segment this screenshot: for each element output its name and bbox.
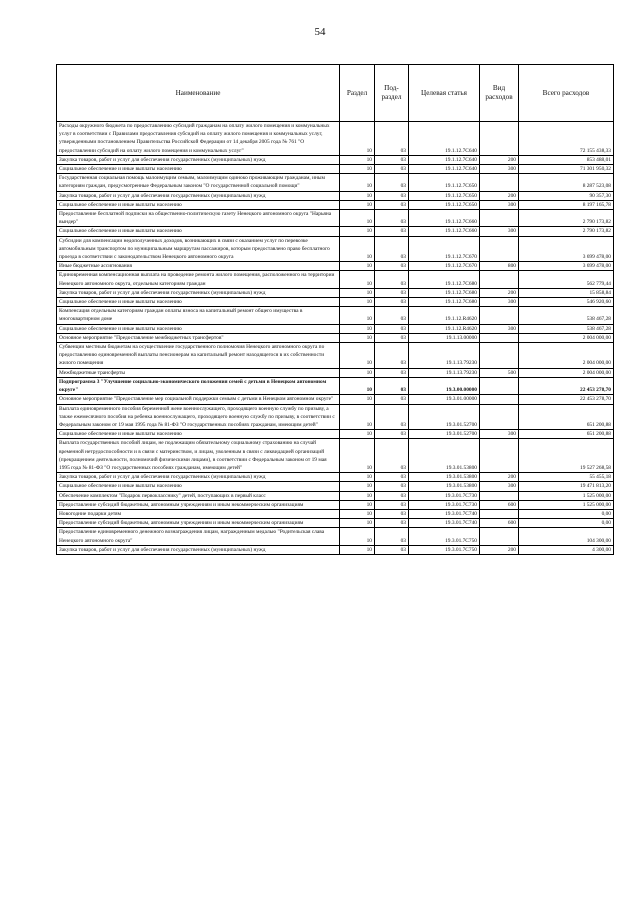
row-subsection: 03	[375, 545, 409, 554]
row-section: 10	[340, 324, 375, 333]
row-name: Предоставление единовременного денежного вознаграждения лицам, награжденным медалью "Родительская слава Ненецкого автономного округа"	[57, 528, 340, 545]
row-section: 10	[340, 395, 375, 404]
table-row	[57, 122, 614, 156]
row-expense-type	[480, 395, 519, 404]
row-total: 22 453 278,70	[519, 395, 614, 404]
row-target: 19.3.01.7C730	[409, 500, 480, 509]
row-target: 19.1.12.7C640	[409, 165, 480, 174]
row-total: 8 197 165,78	[519, 200, 614, 209]
table-row	[57, 500, 614, 509]
row-target: 19.1.12.7C640	[409, 122, 480, 156]
row-expense-type: 300	[480, 482, 519, 491]
row-section: 10	[340, 509, 375, 518]
row-subsection: 03	[375, 519, 409, 528]
row-subsection: 03	[375, 174, 409, 191]
row-name: Расходы окружного бюджета по предоставлению субсидий гражданам на оплату жилого помещения и коммунальных услуг в соответствии с Правилами предоставления субсидий на оплату жилого помещения и коммунальных услуг, утвержденными постановлением Правительства Российской Федерации от 14 декабря 2005 года № 761 "О предоставлении субсидий на оплату жилого помещения и коммунальных услуг"	[57, 122, 340, 156]
row-subsection: 03	[375, 377, 409, 394]
row-expense-type	[480, 343, 519, 369]
row-total: 546 920,60	[519, 298, 614, 307]
row-name: Иные бюджетные ассигнования	[57, 262, 340, 271]
row-total: 1 525 000,00	[519, 491, 614, 500]
row-expense-type: 600	[480, 500, 519, 509]
table-row	[57, 227, 614, 236]
row-target: 19.1.12.R4620	[409, 307, 480, 324]
table-row	[57, 473, 614, 482]
table-row	[57, 343, 614, 369]
row-section: 10	[340, 343, 375, 369]
row-total: 72 155 438,33	[519, 122, 614, 156]
table-row	[57, 288, 614, 297]
row-total: 4 300,00	[519, 545, 614, 554]
row-expense-type: 200	[480, 288, 519, 297]
row-target: 19.3.01.7C750	[409, 545, 480, 554]
row-section: 10	[340, 439, 375, 473]
row-section: 10	[340, 307, 375, 324]
row-target: 19.3.01.7C730	[409, 491, 480, 500]
row-expense-type: 200	[480, 545, 519, 554]
row-target: 19.3.00.00000	[409, 377, 480, 394]
row-total: 8 287 523,08	[519, 174, 614, 191]
header-total: Всего расходов	[519, 65, 614, 122]
header-subsection: Под- раздел	[375, 65, 409, 122]
row-subsection: 03	[375, 473, 409, 482]
row-expense-type	[480, 491, 519, 500]
row-section: 10	[340, 200, 375, 209]
table-header-row	[57, 65, 614, 122]
row-subsection: 03	[375, 271, 409, 288]
row-subsection: 03	[375, 324, 409, 333]
row-section: 10	[340, 155, 375, 164]
header-name: Наименование	[57, 65, 340, 122]
row-section: 10	[340, 482, 375, 491]
row-expense-type: 600	[480, 519, 519, 528]
row-section: 10	[340, 545, 375, 554]
table-row	[57, 491, 614, 500]
row-name: Социальное обеспечение и иные выплаты населению	[57, 227, 340, 236]
row-expense-type: 300	[480, 324, 519, 333]
row-total: 3 699 478,00	[519, 236, 614, 262]
row-name: Закупка товаров, работ и услуг для обеспечения государственных (муниципальных) нужд	[57, 545, 340, 554]
row-total: 71 301 950,32	[519, 165, 614, 174]
row-subsection: 03	[375, 236, 409, 262]
row-subsection: 03	[375, 430, 409, 439]
table-row	[57, 191, 614, 200]
row-total: 2 004 000,00	[519, 333, 614, 342]
table-row	[57, 165, 614, 174]
row-section: 10	[340, 500, 375, 509]
row-subsection: 03	[375, 200, 409, 209]
row-subsection: 03	[375, 298, 409, 307]
row-name: Социальное обеспечение и иные выплаты населению	[57, 200, 340, 209]
row-subsection: 03	[375, 191, 409, 200]
row-section: 10	[340, 333, 375, 342]
row-target: 19.1.12.7C680	[409, 288, 480, 297]
row-name: Закупка товаров, работ и услуг для обеспечения государственных (муниципальных) нужд	[57, 155, 340, 164]
row-total: 2 790 173,82	[519, 210, 614, 227]
row-total: 1 525 000,00	[519, 500, 614, 509]
row-section: 10	[340, 210, 375, 227]
row-expense-type: 300	[480, 298, 519, 307]
row-target: 19.1.12.7C650	[409, 191, 480, 200]
row-total: 651 200,88	[519, 404, 614, 430]
row-subsection: 03	[375, 262, 409, 271]
row-name: Социальное обеспечение и иные выплаты населению	[57, 298, 340, 307]
row-name: Предоставление субсидий бюджетным, автономным учреждениям и иным некоммерческим организациям	[57, 500, 340, 509]
row-expense-type	[480, 122, 519, 156]
row-total: 3 699 478,00	[519, 262, 614, 271]
row-target: 19.1.12.7C670	[409, 236, 480, 262]
table-row	[57, 377, 614, 394]
row-name: Социальное обеспечение и иные выплаты населению	[57, 430, 340, 439]
table-row	[57, 298, 614, 307]
row-target: 19.1.12.7C650	[409, 200, 480, 209]
row-total: 2 790 173,82	[519, 227, 614, 236]
table-row	[57, 200, 614, 209]
row-target: 19.1.12.R4620	[409, 324, 480, 333]
row-section: 10	[340, 519, 375, 528]
row-subsection: 03	[375, 482, 409, 491]
budget-table	[56, 64, 614, 555]
table-row	[57, 519, 614, 528]
row-name: Государственная социальная помощь малоимущим семьям, малоимущим одиноко проживающим гражданам, иным категориям граждан, предусмотренные Федеральным законом "О государственной социальной помощи"	[57, 174, 340, 191]
row-target: 19.3.01.00000	[409, 395, 480, 404]
row-name: Предоставление бесплатной подписки на общественно-политическую газету Ненецкого автономного округа "Нарьяна вындер"	[57, 210, 340, 227]
row-total: 651 200,88	[519, 430, 614, 439]
row-expense-type	[480, 528, 519, 545]
row-target: 19.1.13.79230	[409, 368, 480, 377]
row-target: 19.3.01.53800	[409, 439, 480, 473]
row-expense-type: 300	[480, 165, 519, 174]
row-section: 10	[340, 298, 375, 307]
row-total: 90 357,30	[519, 191, 614, 200]
row-expense-type: 300	[480, 200, 519, 209]
row-section: 10	[340, 404, 375, 430]
row-subsection: 03	[375, 333, 409, 342]
row-name: Выплата государственных пособий лицам, не подлежащим обязательному социальному страхованию на случай временной нетрудоспособности и в связи с материнством, и лицам, уволенным в связи с ликвидацией организаций (прекращением деятельности, полномочий физическими лицами), в соответствии с Федеральным законом от 19 мая 1995 года № 81-ФЗ "О государственных пособиях гражданам, имеющим детей"	[57, 439, 340, 473]
header-section: Раздел	[340, 65, 375, 122]
row-total: 538 467,28	[519, 324, 614, 333]
row-target: 19.1.12.7C680	[409, 298, 480, 307]
row-section: 10	[340, 271, 375, 288]
row-section: 10	[340, 430, 375, 439]
row-name: Компенсация отдельным категориям граждан оплаты взноса на капитальный ремонт общего имущества в многоквартирном доме	[57, 307, 340, 324]
row-subsection: 03	[375, 210, 409, 227]
row-target: 19.3.01.7C750	[409, 528, 480, 545]
row-name: Основное мероприятие "Предоставление межбюджетных трансфертов"	[57, 333, 340, 342]
row-total: 853 488,01	[519, 155, 614, 164]
row-target: 19.1.12.7C660	[409, 210, 480, 227]
row-name: Подпрограмма 3 "Улучшение социально-экономического положения семей с детьми в Ненецком автономном округе"	[57, 377, 340, 394]
row-section: 10	[340, 473, 375, 482]
row-total: 55 455,18	[519, 473, 614, 482]
row-expense-type: 200	[480, 191, 519, 200]
row-expense-type: 800	[480, 262, 519, 271]
table-row	[57, 307, 614, 324]
row-name: Обеспечение комплектом "Подарок первокласснику" детей, поступающих в первый класс	[57, 491, 340, 500]
row-subsection: 03	[375, 165, 409, 174]
row-section: 10	[340, 122, 375, 156]
row-total: 19 471 813,20	[519, 482, 614, 491]
row-total: 2 004 000,00	[519, 368, 614, 377]
row-subsection: 03	[375, 404, 409, 430]
row-subsection: 03	[375, 509, 409, 518]
row-expense-type	[480, 174, 519, 191]
row-target: 19.3.01.7C740	[409, 509, 480, 518]
row-target: 19.3.01.52700	[409, 404, 480, 430]
row-name: Социальное обеспечение и иные выплаты населению	[57, 324, 340, 333]
header-target: Целевая статья	[409, 65, 480, 122]
row-expense-type: 300	[480, 430, 519, 439]
table-row	[57, 439, 614, 473]
row-total: 0,00	[519, 509, 614, 518]
row-section: 10	[340, 528, 375, 545]
row-section: 10	[340, 491, 375, 500]
row-subsection: 03	[375, 368, 409, 377]
row-total: 0,00	[519, 519, 614, 528]
table-row	[57, 404, 614, 430]
row-target: 19.1.12.7C660	[409, 227, 480, 236]
row-section: 10	[340, 191, 375, 200]
row-target: 19.1.13.00000	[409, 333, 480, 342]
row-subsection: 03	[375, 500, 409, 509]
row-subsection: 03	[375, 395, 409, 404]
row-total: 22 453 278,70	[519, 377, 614, 394]
row-subsection: 03	[375, 439, 409, 473]
row-target: 19.1.12.7C680	[409, 271, 480, 288]
table-row	[57, 236, 614, 262]
row-target: 19.3.01.53800	[409, 473, 480, 482]
row-expense-type	[480, 236, 519, 262]
row-name: Основное мероприятие "Предоставление мер социальной поддержки семьям с детьми в Ненецком автономном округе"	[57, 395, 340, 404]
row-expense-type: 200	[480, 155, 519, 164]
row-target: 19.1.12.7C670	[409, 262, 480, 271]
row-subsection: 03	[375, 288, 409, 297]
row-section: 10	[340, 236, 375, 262]
row-subsection: 03	[375, 528, 409, 545]
table-row	[57, 368, 614, 377]
row-section: 10	[340, 262, 375, 271]
row-expense-type	[480, 307, 519, 324]
row-expense-type	[480, 333, 519, 342]
page-number: 54	[314, 26, 326, 38]
row-section: 10	[340, 368, 375, 377]
row-expense-type: 500	[480, 368, 519, 377]
row-section: 10	[340, 288, 375, 297]
header-expense-type: Вид расходов	[480, 65, 519, 122]
row-subsection: 03	[375, 491, 409, 500]
row-expense-type	[480, 377, 519, 394]
table-body	[57, 122, 614, 555]
table-row	[57, 509, 614, 518]
row-subsection: 03	[375, 155, 409, 164]
row-expense-type	[480, 404, 519, 430]
table-row	[57, 324, 614, 333]
row-expense-type	[480, 210, 519, 227]
table-row	[57, 528, 614, 545]
table-row	[57, 395, 614, 404]
row-expense-type	[480, 509, 519, 518]
row-name: Субвенции местным бюджетам на осуществление государственного полномочия Ненецкого автономного округа по предоставлению единовременной выплаты пенсионерам на капитальный ремонт находящегося в их собственности жилого помещения	[57, 343, 340, 369]
table-row	[57, 155, 614, 164]
row-total: 2 004 000,00	[519, 343, 614, 369]
table-row	[57, 271, 614, 288]
row-name: Межбюджетные трансферты	[57, 368, 340, 377]
row-name: Предоставление субсидий бюджетным, автономным учреждениям и иным некоммерческим организациям	[57, 519, 340, 528]
row-name: Новогодние подарки детям	[57, 509, 340, 518]
row-total: 15 858,84	[519, 288, 614, 297]
row-name: Единовременная компенсационная выплата на проведение ремонта жилого помещения, расположенного на территории Ненецкого автономного округа, отдельным категориям граждан	[57, 271, 340, 288]
row-target: 19.1.13.79230	[409, 343, 480, 369]
row-section: 10	[340, 165, 375, 174]
row-section: 10	[340, 377, 375, 394]
row-section: 10	[340, 174, 375, 191]
table-row	[57, 262, 614, 271]
row-subsection: 03	[375, 343, 409, 369]
row-target: 19.1.12.7C650	[409, 174, 480, 191]
row-expense-type: 300	[480, 227, 519, 236]
row-target: 19.1.12.7C640	[409, 155, 480, 164]
table-row	[57, 174, 614, 191]
row-total: 538 467,28	[519, 307, 614, 324]
row-expense-type	[480, 439, 519, 473]
row-target: 19.3.01.52700	[409, 430, 480, 439]
row-subsection: 03	[375, 227, 409, 236]
row-subsection: 03	[375, 307, 409, 324]
table-row	[57, 430, 614, 439]
row-name: Закупка товаров, работ и услуг для обеспечения государственных (муниципальных) нужд	[57, 288, 340, 297]
table-row	[57, 545, 614, 554]
row-name: Закупка товаров, работ и услуг для обеспечения государственных (муниципальных) нужд	[57, 473, 340, 482]
table-row	[57, 210, 614, 227]
row-total: 19 527 268,58	[519, 439, 614, 473]
row-name: Субсидии для компенсации недополученных доходов, возникающих в связи с оказанием услуг по перевозке автомобильным транспортом по муниципальным маршрутам пассажиров, которым предоставлено право бесплатного проезда в соответствии с законодательством Ненецкого автономного округа	[57, 236, 340, 262]
table-row	[57, 333, 614, 342]
row-section: 10	[340, 227, 375, 236]
row-name: Социальное обеспечение и иные выплаты населению	[57, 482, 340, 491]
row-total: 562 779,44	[519, 271, 614, 288]
row-expense-type	[480, 271, 519, 288]
row-subsection: 03	[375, 122, 409, 156]
row-name: Закупка товаров, работ и услуг для обеспечения государственных (муниципальных) нужд	[57, 191, 340, 200]
row-name: Социальное обеспечение и иные выплаты населению	[57, 165, 340, 174]
row-total: 104 300,00	[519, 528, 614, 545]
row-name: Выплата единовременного пособия беременной жене военнослужащего, проходящего военную службу по призыву, а также ежемесячного пособия на ребенка военнослужащего, проходящего военную службу по призыву, в соответствии с Федеральным законом от 19 мая 1995 года № 81-ФЗ "О государственных пособиях гражданам, имеющим детей"	[57, 404, 340, 430]
row-expense-type: 200	[480, 473, 519, 482]
table-row	[57, 482, 614, 491]
row-target: 19.3.01.53800	[409, 482, 480, 491]
row-target: 19.3.01.7C740	[409, 519, 480, 528]
